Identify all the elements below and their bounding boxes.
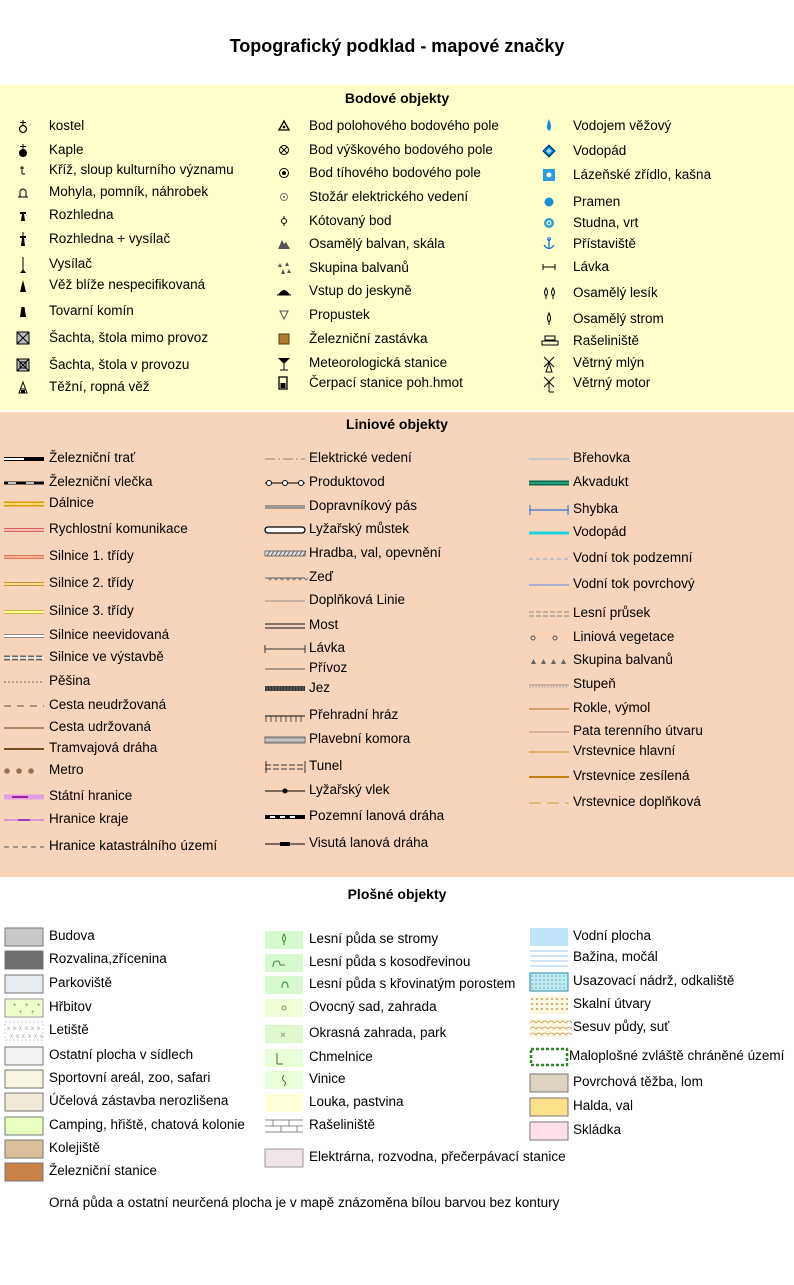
line-legend-label: Pozemní lanová dráha (309, 808, 445, 823)
point-legend-label: Meteorologická stanice (309, 355, 448, 370)
area-swatch (5, 1070, 43, 1088)
wind-turbine-icon (542, 376, 558, 392)
line-symbol (265, 477, 305, 489)
svg-text:x: x (13, 1026, 16, 1032)
line-legend-label: Státní hranice (49, 788, 133, 803)
area-legend-label: Skalní útvary (573, 996, 652, 1011)
line-legend-label: Přehradní hráz (309, 707, 399, 722)
line-legend-label: Doplňková Linie (309, 592, 406, 607)
line-objects-title: Liniové objekty (346, 416, 448, 432)
point-legend-label: Šachta, štola v provozu (49, 357, 190, 372)
area-swatch (5, 1140, 43, 1158)
line-legend-label: Pěšina (49, 673, 91, 688)
line-symbol (4, 498, 44, 510)
line-legend-label: Vrstevnice zesílená (573, 768, 690, 783)
line-legend-label: Metro (49, 762, 84, 777)
line-legend-label: Rychlostní komunikace (49, 521, 188, 536)
line-legend-label: Shybka (573, 501, 619, 516)
line-legend-label: Stupeň (573, 676, 616, 691)
point-legend-label: Lávka (573, 259, 610, 274)
lookout-transmitter-icon (16, 232, 32, 248)
line-legend-label: Zeď (309, 569, 334, 584)
line-symbol (265, 548, 305, 560)
line-symbol (529, 746, 569, 758)
line-symbol (529, 797, 569, 809)
svg-text:+: + (31, 1010, 35, 1016)
point-legend-label: Lázeňské zřídlo, kašna (573, 167, 712, 182)
area-legend-label: Budova (49, 928, 95, 943)
area-legend-label: Okrasná zahrada, park (309, 1025, 447, 1040)
transmitter-icon (16, 257, 32, 273)
area-swatch (265, 931, 303, 949)
line-legend-label: Lesní průsek (573, 605, 651, 620)
line-symbol (529, 553, 569, 565)
area-swatch (265, 1117, 303, 1135)
area-swatch (5, 1117, 43, 1135)
spot-height-icon (277, 214, 293, 230)
line-symbol (529, 608, 569, 620)
area-legend-label: Lesní půda s křovinatým porostem (309, 976, 516, 991)
line-legend-label: Lyžařský vlek (309, 782, 390, 797)
svg-text:x: x (31, 1026, 34, 1032)
area-swatch (5, 975, 43, 993)
footbridge-icon (542, 260, 558, 276)
line-symbol (265, 663, 305, 675)
svg-text:+: + (37, 1003, 41, 1009)
line-symbol (265, 524, 305, 536)
waterfall-icon (542, 144, 558, 160)
area-swatch (530, 1048, 568, 1066)
area-swatch (5, 951, 43, 969)
line-symbol (529, 453, 569, 465)
area-legend-label: Sesuv půdy, suť (573, 1019, 670, 1034)
culvert-icon (277, 308, 293, 324)
line-legend-label: Železniční vlečka (49, 474, 153, 489)
point-legend-label: Těžní, ropná věž (49, 379, 150, 394)
line-symbol (265, 453, 305, 465)
line-symbol (265, 811, 305, 823)
area-swatch (530, 949, 568, 967)
line-legend-label: Lávka (309, 640, 346, 655)
area-legend-label: Usazovací nádrž, odkaliště (573, 973, 735, 988)
area-swatch (5, 999, 43, 1017)
line-legend-label: Pata terenního útvaru (573, 723, 703, 738)
area-swatch (265, 1025, 303, 1043)
area-legend-label: Železniční stanice (49, 1163, 158, 1178)
svg-text:+: + (13, 1003, 17, 1009)
svg-text:x: x (40, 1034, 43, 1040)
area-legend-label: Halda, val (573, 1098, 634, 1113)
area-swatch (265, 1094, 303, 1112)
point-legend-label: Věž blíže nespecifikovaná (49, 277, 206, 292)
peat-bog-icon (542, 334, 558, 350)
area-swatch (530, 1098, 568, 1116)
mine-closed-icon (16, 331, 32, 347)
area-legend-label: Lesní půda se stromy (309, 931, 439, 946)
line-legend-label: Dálnice (49, 495, 95, 510)
spring-fountain-icon (542, 168, 558, 184)
area-legend-label: Hřbitov (49, 999, 92, 1014)
water-tower-icon (542, 119, 558, 135)
line-symbol (4, 477, 44, 489)
line-symbol (529, 504, 569, 516)
point-legend-label: kostel (49, 118, 85, 133)
line-symbol (265, 501, 305, 513)
line-legend-label: Silnice 1. třídy (49, 548, 134, 563)
svg-text:x: x (16, 1034, 19, 1040)
line-legend-label: Jez (309, 680, 331, 695)
line-symbol (265, 761, 305, 773)
line-symbol (4, 676, 44, 688)
area-legend-label: Ostatní plocha v sídlech (49, 1047, 194, 1062)
area-legend-label: Camping, hřiště, chatová kolonie (49, 1117, 245, 1132)
line-legend-label: Lyžařský můstek (309, 521, 410, 536)
line-legend-label: Liniová vegetace (573, 629, 675, 644)
line-symbol (529, 679, 569, 691)
line-symbol (265, 734, 305, 746)
point-legend-label: Šachta, štola mimo provoz (49, 330, 209, 345)
line-symbol (529, 771, 569, 783)
area-swatch (265, 954, 303, 972)
cross-icon (16, 163, 32, 179)
line-symbol (529, 655, 569, 667)
weather-station-icon (277, 356, 293, 372)
svg-text:×: × (280, 1030, 286, 1041)
area-swatch (265, 976, 303, 994)
point-legend-label: Rozhledna + vysílač (49, 231, 171, 246)
line-symbol (4, 606, 44, 618)
area-legend-label: Letiště (49, 1022, 89, 1037)
gravity-point-icon (277, 166, 293, 182)
line-symbol (4, 743, 44, 755)
church-icon (16, 119, 32, 135)
line-legend-label: Silnice ve výstavbě (49, 649, 164, 664)
line-legend-label: Vodní tok povrchový (573, 576, 695, 591)
spring-icon (542, 195, 558, 211)
line-legend-label: Vodopád (573, 524, 627, 539)
gas-station-icon (277, 376, 293, 392)
lookout-tower-icon (16, 208, 32, 224)
area-swatch (530, 996, 568, 1014)
height-point-icon (277, 143, 293, 159)
line-symbol (529, 477, 569, 489)
area-legend-label: Elektrárna, rozvodna, přečerpávací stanice (309, 1149, 566, 1164)
point-legend-label: Kříž, sloup kulturního významu (49, 162, 234, 177)
tower-icon (16, 278, 32, 294)
point-legend-label: Tovarní komín (49, 303, 134, 318)
line-legend-label: Visutá lanová dráha (309, 835, 429, 850)
line-legend-label: Dopravníkový pás (309, 498, 418, 513)
legend-title: Topografický podklad - mapové značky (229, 36, 565, 56)
line-symbol (4, 652, 44, 664)
point-objects-title: Bodové objekty (344, 90, 450, 106)
area-legend-label: Parkoviště (49, 975, 113, 990)
line-legend-label: Silnice 2. třídy (49, 575, 134, 590)
windmill-icon (542, 356, 558, 372)
line-legend-label: Akvadukt (573, 474, 629, 489)
point-legend-label: Rozhledna (49, 207, 114, 222)
area-legend-label: Chmelnice (309, 1049, 373, 1064)
point-legend-label: Bod tíhového bodového pole (309, 165, 481, 180)
area-legend-label: Kolejiště (49, 1140, 101, 1155)
area-legend-label: Účelová zástavba nerozlišena (49, 1093, 229, 1108)
area-legend-label: Skládka (573, 1122, 622, 1137)
line-symbol (265, 643, 305, 655)
area-swatch (5, 1022, 43, 1040)
line-symbol (265, 785, 305, 797)
line-symbol (4, 630, 44, 642)
chapel-icon (16, 143, 32, 159)
well-icon (542, 216, 558, 232)
area-swatch (530, 928, 568, 946)
triangulation-point-icon (277, 119, 293, 135)
area-legend-label: Sportovní areál, zoo, safari (49, 1070, 211, 1085)
point-legend-label: Vodojem věžový (573, 118, 672, 133)
line-legend-label: Hradba, val, opevnění (309, 545, 442, 560)
line-legend-label: Tramvajová dráha (49, 740, 158, 755)
svg-text:x: x (7, 1026, 10, 1032)
area-legend-label: Louka, pastvina (309, 1094, 404, 1109)
oil-tower-icon (16, 380, 32, 396)
line-legend-label: Hranice katastrálního území (49, 838, 218, 853)
line-symbol (4, 841, 44, 853)
line-symbol (4, 791, 44, 803)
svg-text:x: x (22, 1034, 25, 1040)
line-symbol (529, 703, 569, 715)
line-legend-label: Tunel (309, 758, 343, 773)
line-symbol (265, 595, 305, 607)
area-legend-label: Maloplošné zvláště chráněné území (569, 1048, 785, 1063)
line-symbol (529, 579, 569, 591)
area-swatch (265, 1049, 303, 1067)
svg-text:x: x (34, 1034, 37, 1040)
area-swatch (265, 1071, 303, 1089)
svg-text:x: x (10, 1034, 13, 1040)
point-legend-label: Železniční zastávka (309, 331, 428, 346)
svg-text:x: x (37, 1026, 40, 1032)
railway-stop-icon (277, 332, 293, 348)
line-legend-label: Vrstevnice hlavní (573, 743, 676, 758)
tree-icon (542, 312, 558, 328)
line-symbol (4, 524, 44, 536)
point-legend-label: Vodopád (573, 143, 627, 158)
area-legend-label: Vinice (309, 1071, 346, 1086)
area-legend-label: Vodní plocha (573, 928, 652, 943)
line-legend-label: Cesta neudržovaná (49, 697, 167, 712)
area-legend-label: Povrchová těžba, lom (573, 1074, 703, 1089)
line-legend-label: Cesta udržovaná (49, 719, 152, 734)
point-legend-label: Propustek (309, 307, 370, 322)
area-swatch (5, 1093, 43, 1111)
point-legend-label: Vysílač (49, 256, 93, 271)
point-legend-label: Větrný motor (573, 375, 651, 390)
svg-text:x: x (28, 1034, 31, 1040)
area-swatch (5, 1163, 43, 1181)
point-legend-label: Bod polohového bodového pole (309, 118, 499, 133)
line-legend-label: Břehovka (573, 450, 631, 465)
grove-icon (542, 286, 558, 302)
point-legend-label: Větrný mlýn (573, 355, 645, 370)
point-legend-label: Bod výškového bodového pole (309, 142, 493, 157)
area-swatch (530, 1074, 568, 1092)
line-legend-label: Skupina balvanů (573, 652, 673, 667)
line-symbol (265, 620, 305, 632)
svg-text:+: + (25, 1003, 29, 1009)
point-legend-label: Pramen (573, 194, 621, 209)
line-symbol (4, 814, 44, 826)
area-swatch (265, 999, 303, 1017)
line-symbol (529, 527, 569, 539)
line-symbol (4, 765, 44, 777)
point-legend-label: Skupina balvanů (309, 260, 409, 275)
area-swatch (530, 973, 568, 991)
point-legend-label: Přístaviště (573, 236, 637, 251)
line-legend-label: Most (309, 617, 339, 632)
area-legend-label: Bažina, močál (573, 949, 658, 964)
line-legend-label: Plavební komora (309, 731, 411, 746)
line-symbol (4, 551, 44, 563)
point-legend-label: Rašeliniště (573, 333, 640, 348)
line-symbol (529, 632, 569, 644)
line-symbol (4, 722, 44, 734)
line-legend-label: Silnice neevidovaná (49, 627, 170, 642)
area-swatch (530, 1122, 568, 1140)
point-legend-label: Kótovaný bod (309, 213, 392, 228)
line-legend-label: Vrstevnice doplňková (573, 794, 701, 809)
monument-icon (16, 185, 32, 201)
line-legend-label: Rokle, výmol (573, 700, 651, 715)
line-legend-label: Hranice kraje (49, 811, 129, 826)
point-legend-label: Vstup do jeskyně (309, 283, 412, 298)
line-legend-label: Železniční trať (49, 450, 136, 465)
svg-text:+: + (19, 1010, 23, 1016)
mine-active-icon (16, 358, 32, 374)
boulder-icon (277, 237, 293, 253)
line-legend-label: Přívoz (309, 660, 348, 675)
point-legend-label: Osamělý lesík (573, 285, 658, 300)
svg-text:x: x (25, 1026, 28, 1032)
area-note: Orná půda a ostatní neurčená plocha je v mapě znázoměna bílou barvou bez kontury (49, 1195, 560, 1210)
area-swatch (265, 1149, 303, 1167)
line-symbol (529, 726, 569, 738)
line-symbol (265, 683, 305, 695)
area-swatch (530, 1019, 568, 1037)
boulder-group-icon (277, 261, 293, 277)
line-symbol (4, 700, 44, 712)
area-swatch (5, 928, 43, 946)
area-legend-label: Rozvalina,zřícenina (49, 951, 167, 966)
svg-text:x: x (19, 1026, 22, 1032)
cave-icon (277, 284, 293, 300)
area-objects-title: Plošné objekty (347, 886, 447, 902)
line-legend-label: Silnice 3. třídy (49, 603, 134, 618)
line-legend-label: Produktovod (309, 474, 385, 489)
line-legend-label: Elektrické vedení (309, 450, 412, 465)
point-legend-label: Osamělý strom (573, 311, 664, 326)
anchor-icon (542, 237, 558, 253)
point-legend-label: Mohyla, pomník, náhrobek (49, 184, 209, 199)
line-symbol (265, 710, 305, 722)
area-swatch (5, 1047, 43, 1065)
area-legend-label: Ovocný sad, zahrada (309, 999, 437, 1014)
chimney-icon (16, 304, 32, 320)
line-symbol (265, 838, 305, 850)
area-legend-label: Rašeliniště (309, 1117, 376, 1132)
point-legend-label: Čerpací stanice poh.hmot (309, 375, 463, 390)
point-legend-label: Osamělý balvan, skála (309, 236, 445, 251)
area-legend-label: Lesní půda s kosodřevinou (309, 954, 471, 969)
power-pylon-icon (277, 190, 293, 206)
point-legend-label: Kaple (49, 142, 84, 157)
point-legend-label: Stožár elektrického vedení (309, 189, 469, 204)
line-legend-label: Vodní tok podzemní (573, 550, 693, 565)
line-symbol (265, 572, 305, 584)
line-symbol (4, 578, 44, 590)
line-symbol (4, 453, 44, 465)
point-legend-label: Studna, vrt (573, 215, 639, 230)
